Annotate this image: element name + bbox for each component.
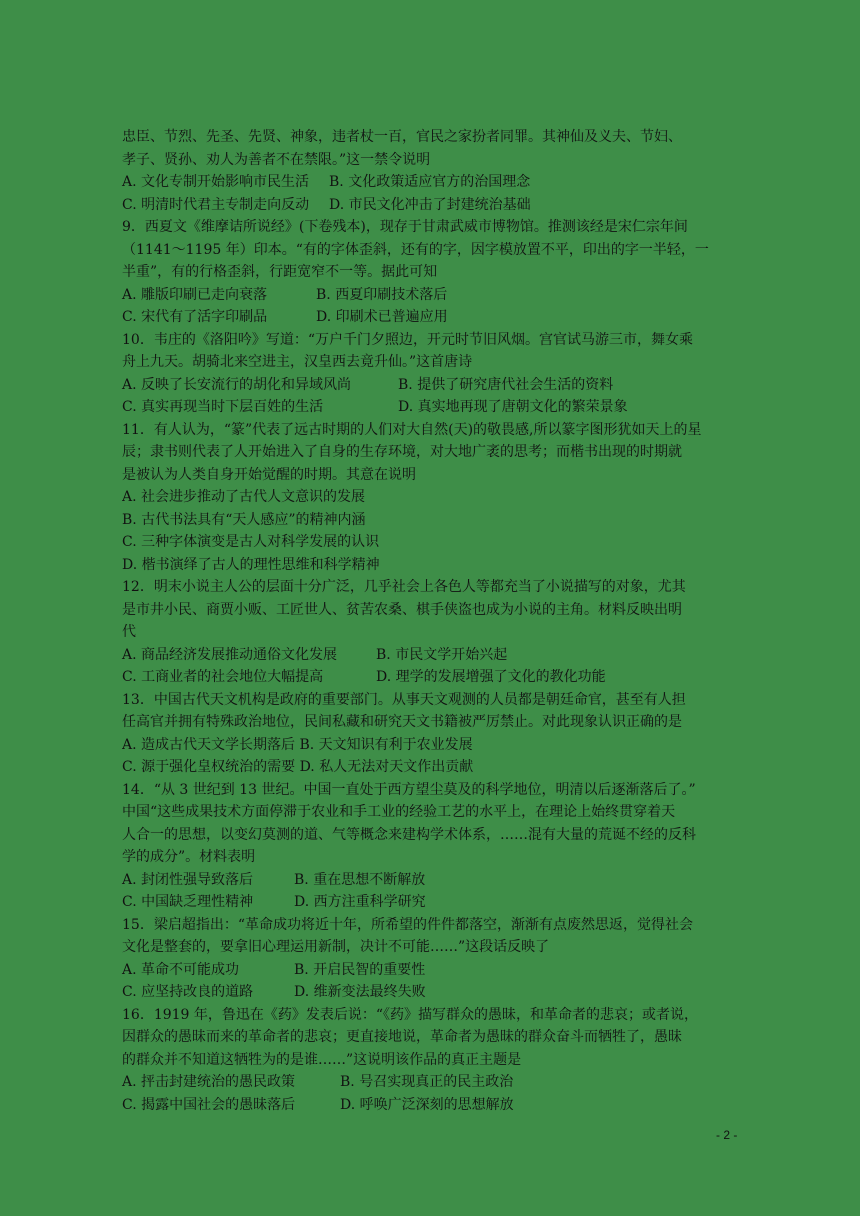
q8-option-a: A. 文化专制开始影响市民生活 — [122, 174, 310, 190]
q16-options-row — [122, 1071, 742, 1094]
q9-stem-line: 9．西夏文《维摩诘所说经》(下卷残本)，现存于甘肃武威市博物馆。推测该经是宋仁宗年间 — [122, 219, 688, 235]
q12-option-d: D. 理学的发展增强了文化的教化功能 — [376, 669, 606, 685]
q8-option-b: B. 文化政策适应官方的治国理念 — [329, 174, 531, 190]
q12-stem-line: 代 — [122, 624, 136, 640]
q10-option-d: D. 真实地再现了唐朝文化的繁荣景象 — [398, 399, 628, 415]
q8-option-d: D. 市民文化冲击了封建统治基础 — [329, 196, 531, 213]
q14-option-c: C. 中国缺乏理性精神 — [122, 894, 254, 910]
q12-option-a: A. 商品经济发展推动通俗文化发展 — [122, 646, 338, 663]
exam-content — [122, 126, 742, 1116]
q13-options-cd: C. 源于强化皇权统治的需要 D. 私人无法对天文作出贡献 — [122, 759, 474, 775]
q8-options-row — [122, 194, 742, 217]
page-number: - 2 - — [716, 1128, 738, 1142]
q10-options-row — [122, 396, 742, 419]
q11-stem-line: 是被认为人类自身开始觉醒的时期。其意在说明 — [122, 466, 416, 483]
q11-stem-line: 辰；隶书则代表了人开始进入了自身的生存环境，对大地广袤的思考；而楷书出现的时期就 — [122, 444, 682, 460]
q9-options-row — [122, 306, 742, 329]
q15-options-row — [122, 959, 742, 982]
q14-option-a: A. 封闭性强导致落后 — [122, 871, 254, 888]
q15-stem-line: 文化是整套的，要拿旧心理运用新制，决计不可能……”这段话反映了 — [122, 939, 550, 955]
q12-options-row — [122, 644, 742, 667]
q9-option-c: C. 宋代有了活字印刷品 — [122, 309, 268, 325]
q11-option-d: D. 楷书演绎了古人的理性思维和科学精神 — [122, 556, 380, 573]
q16-stem-line: 的群众并不知道这牺牲为的是谁……”这说明该作品的真正主题是 — [122, 1051, 522, 1068]
q16-options-row — [122, 1094, 742, 1117]
q12-options-row — [122, 666, 742, 689]
q15-option-b: B. 开启民智的重要性 — [294, 961, 426, 978]
q16-option-a: A. 抨击封建统治的愚民政策 — [122, 1074, 296, 1090]
q9-option-a: A. 雕版印刷已走向衰落 — [122, 286, 268, 303]
q9-option-d: D. 印刷术已普遍应用 — [316, 309, 448, 325]
q16-option-b: B. 号召实现真正的民主政治 — [340, 1074, 514, 1090]
q8-option-c: C. 明清时代君主专制走向反动 — [122, 196, 310, 213]
q16-stem-line: 16．1919 年，鲁迅在《药》发表后说：“《药》描写群众的愚昧，和革命者的悲哀；或者说， — [122, 1006, 699, 1023]
q11-option-c: C. 三种字体演变是古人对科学发展的认识 — [122, 534, 380, 550]
q10-options-row — [122, 374, 742, 397]
q8-stem-line: 忠臣、节烈、先圣、先贤、神象，违者杖一百，官民之家扮者同罪。其神仙及义夫、节妇、 — [122, 129, 682, 145]
q10-option-a: A. 反映了长安流行的胡化和异域风尚 — [122, 376, 352, 393]
q16-stem-line: 因群众的愚昧而来的革命者的悲哀；更直接地说，革命者为愚昧的群众奋斗而牺牲了，愚昧 — [122, 1029, 682, 1045]
q12-option-b: B. 市民文学开始兴起 — [376, 646, 508, 663]
q14-stem-line: 学的成分”。材料表明 — [122, 849, 256, 865]
q8-options-row — [122, 171, 742, 194]
q10-stem-line: 10．韦庄的《洛阳吟》写道：“万户千门夕照边，开元时节旧风烟。宫官试马游三市，舞女乘 — [122, 331, 693, 348]
q11-option-a: A. 社会进步推动了古代人文意识的发展 — [122, 489, 366, 505]
q16-option-d: D. 呼唤广泛深刻的思想解放 — [340, 1096, 514, 1113]
q14-option-d: D. 西方注重科学研究 — [294, 894, 426, 910]
q8-stem-line: 孝子、贤孙、劝人为善者不在禁限。”这一禁令说明 — [122, 151, 431, 168]
q12-option-c: C. 工商业者的社会地位大幅提高 — [122, 669, 324, 685]
q15-option-d: D. 维新变法最终失败 — [294, 984, 426, 1000]
q13-stem-line: 13．中国古代天文机构是政府的重要部门。从事天文观测的人员都是朝廷命官，甚至有人担 — [122, 691, 686, 708]
q9-stem-line: 半重”，有的行格歪斜，行距宽窄不一等。据此可知 — [122, 264, 438, 280]
q13-stem-line: 任高官并拥有特殊政治地位，民间私藏和研究天文书籍被严厉禁止。对此现象认识正确的是 — [122, 714, 682, 730]
q12-stem-line: 12．明末小说主人公的层面十分广泛，几乎社会上各色人等都充当了小说描写的对象，尤其 — [122, 579, 686, 595]
q11-option-b: B. 古代书法具有“天人感应”的精神内涵 — [122, 511, 366, 528]
q12-stem-line: 是市井小民、商贾小贩、工匠世人、贫苦农桑、棋手侠盗也成为小说的主角。材料反映出明 — [122, 601, 682, 618]
q10-stem-line: 舟上九天。胡骑北来空进主，汉皇西去竟升仙。”这首唐诗 — [122, 354, 473, 370]
q14-stem-line: 14．“从 3 世纪到 13 世纪。中国一直处于西方望尘莫及的科学地位，明清以后逐渐落后了。” — [122, 781, 696, 798]
q13-options-ab: A. 造成古代天文学长期落后 B. 天文知识有利于农业发展 — [122, 736, 473, 753]
q9-option-b: B. 西夏印刷技术落后 — [316, 286, 448, 303]
q16-option-c: C. 揭露中国社会的愚昧落后 — [122, 1096, 296, 1113]
q14-options-row — [122, 869, 742, 892]
q11-stem-line: 11．有人认为，“篆”代表了远古时期的人们对大自然(天)的敬畏感,所以篆字图形犹如天上的星 — [122, 421, 702, 438]
q15-options-row — [122, 981, 742, 1004]
q10-option-c: C. 真实再现当时下层百姓的生活 — [122, 399, 324, 415]
q14-option-b: B. 重在思想不断解放 — [294, 871, 426, 888]
q9-options-row — [122, 284, 742, 307]
q14-options-row — [122, 891, 742, 914]
q9-stem-line: （1141～1195 年）印本。“有的字体歪斜，还有的字，因字模放置不平，印出的字一半轻，一 — [122, 241, 709, 258]
q15-stem-line: 15．梁启超指出：“革命成功将近十年，所希望的件件都落空，渐渐有点废然思返，觉得社会 — [122, 916, 693, 933]
q10-option-b: B. 提供了研究唐代社会生活的资料 — [398, 376, 614, 393]
q15-option-a: A. 革命不可能成功 — [122, 961, 240, 978]
q14-stem-line: 人合一的思想，以变幻莫测的道、气等概念来建构学术体系，……混有大量的荒诞不经的反科 — [122, 826, 696, 843]
q14-stem-line: 中国“这些成果技术方面停滞于农业和手工业的经验工艺的水平上，在理论上始终贯穿着天 — [122, 804, 676, 820]
q15-option-c: C. 应坚持改良的道路 — [122, 984, 254, 1000]
